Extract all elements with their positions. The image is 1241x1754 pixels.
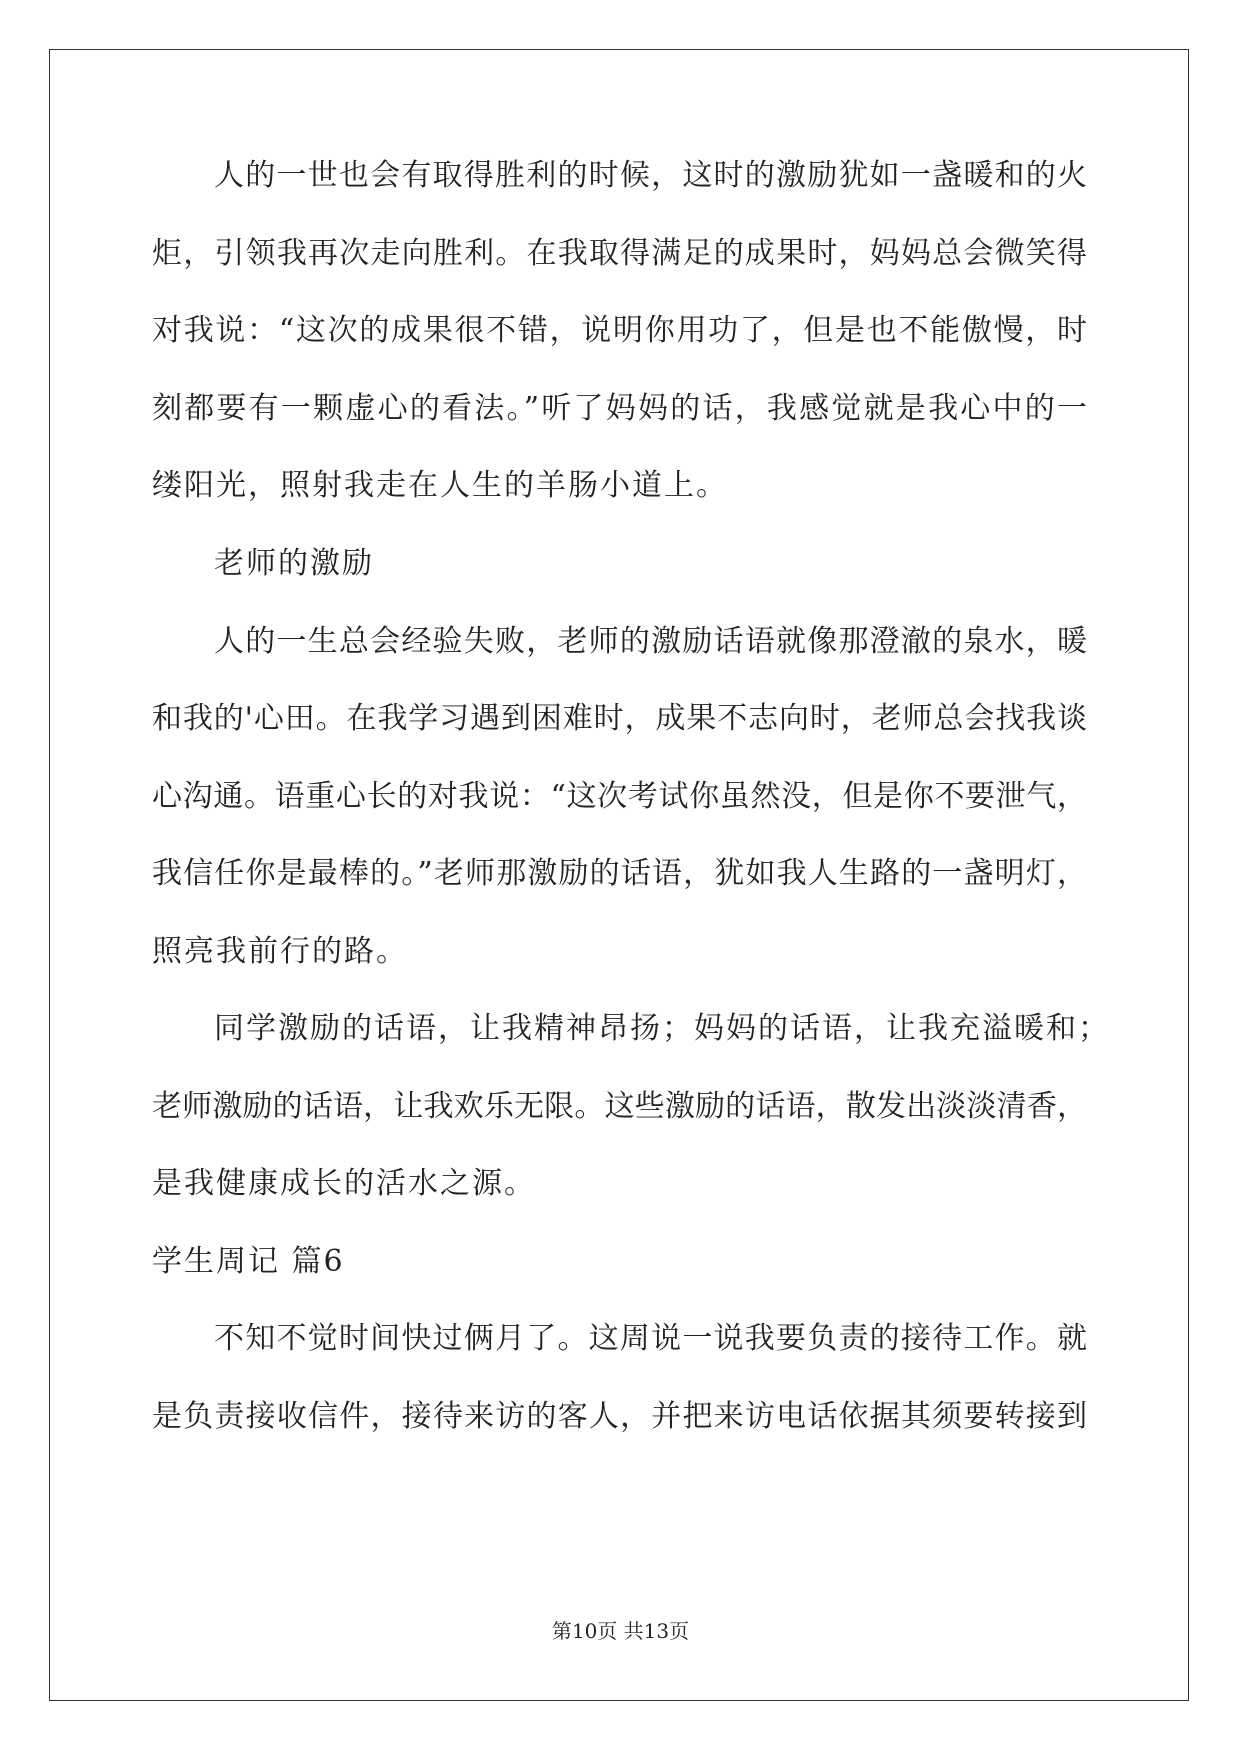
paragraph-line: 人的一生总会经验失败，老师的激励话语就像那澄澈的泉水，暖 bbox=[214, 624, 1087, 659]
paragraph-line: 不知不觉时间快过俩月了。这周说一说我要负责的接待工作。就 bbox=[214, 1321, 1087, 1356]
page-number: 第10页 共13页 bbox=[551, 1619, 690, 1643]
paragraph-line: 我信任你是最棒的。”老师那激励的话语，犹如我人生路的一盏明灯， bbox=[152, 856, 1087, 891]
paragraph-line: 刻都要有一颗虚心的看法。”听了妈妈的话，我感觉就是我心中的一 bbox=[152, 391, 1087, 426]
paragraph-line: 老师激励的话语，让我欢乐无限。这些激励的话语，散发出淡淡清香， bbox=[152, 1089, 1087, 1124]
paragraph-line: 人的一世也会有取得胜利的时候，这时的激励犹如一盏暖和的火 bbox=[214, 158, 1087, 193]
paragraph-line: 是负责接收信件，接待来访的客人，并把来访电话依据其须要转接到 bbox=[152, 1399, 1087, 1434]
paragraph-line: 和我的'心田。在我学习遇到困难时，成果不志向时，老师总会找我谈 bbox=[152, 701, 1087, 736]
paragraph-line: 心沟通。语重心长的对我说：“这次考试你虽然没，但是你不要泄气， bbox=[152, 779, 1087, 814]
paragraph-line: 对我说：“这次的成果很不错，说明你用功了，但是也不能傲慢，时 bbox=[152, 313, 1087, 348]
paragraph-line: 同学激励的话语，让我精神昂扬；妈妈的话语，让我充溢暖和； bbox=[214, 1011, 1110, 1046]
section-heading: 老师的激励 bbox=[214, 546, 374, 581]
paragraph-line: 缕阳光，照射我走在人生的羊肠小道上。 bbox=[152, 468, 728, 503]
paragraph-line: 是我健康成长的活水之源。 bbox=[152, 1166, 536, 1201]
paragraph-line: 照亮我前行的路。 bbox=[152, 934, 408, 969]
section-title: 学生周记 篇6 bbox=[152, 1244, 345, 1279]
paragraph-line: 炬，引领我再次走向胜利。在我取得满足的成果时，妈妈总会微笑得 bbox=[152, 236, 1087, 271]
